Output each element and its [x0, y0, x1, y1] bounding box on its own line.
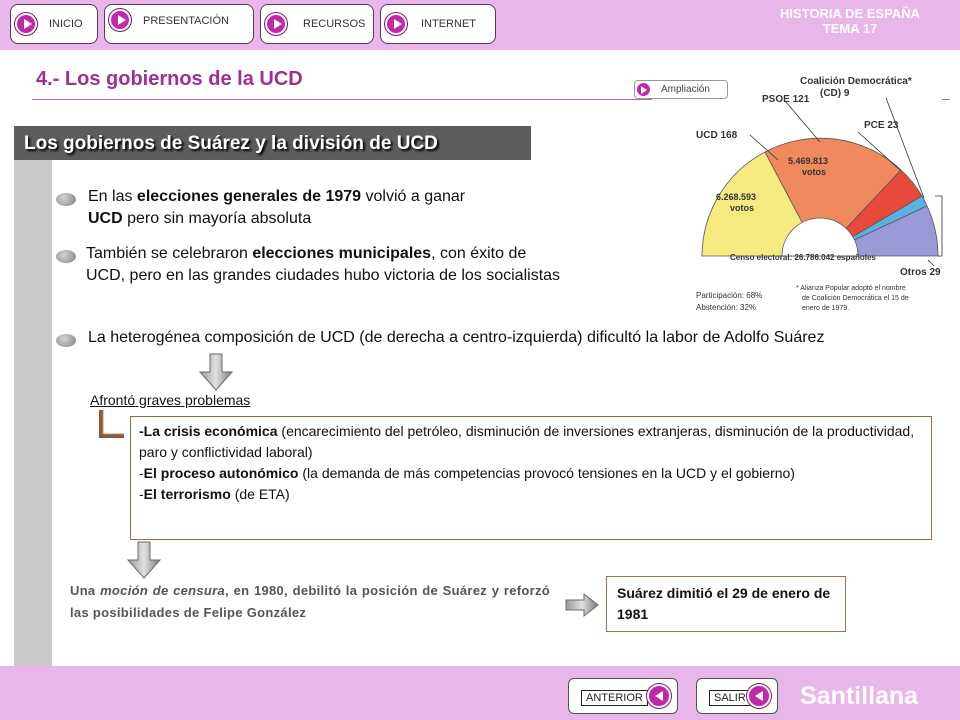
problem-2-dash: - — [139, 465, 144, 481]
psoe-votes-unit: votos — [802, 167, 827, 177]
back-arrow-icon — [647, 684, 671, 708]
ucd-votes-unit: votos — [730, 203, 755, 213]
afronto-label: Afrontó graves problemas — [90, 392, 251, 408]
course-title-line2: TEMA 17 — [822, 21, 878, 36]
nav-internet-button[interactable] — [380, 4, 496, 44]
bullet-1-bold-a: elecciones generales de 1979 — [136, 188, 362, 205]
nav-inicio-button[interactable] — [10, 4, 98, 44]
participacion-label: Participación: 68% — [696, 291, 763, 300]
abstencion-label: Abstención: 32% — [696, 303, 757, 312]
nav-recursos-button[interactable] — [260, 4, 374, 44]
nav-internet-label: INTERNET — [421, 18, 476, 30]
left-decor-column — [14, 160, 52, 666]
problem-3-dash: - — [139, 486, 144, 502]
cd-seats: (CD) 9 — [820, 88, 850, 99]
bullet-1-text-b: volvió a ganar — [361, 188, 466, 205]
brand-logo: Santillana — [800, 682, 919, 710]
down-arrow-icon — [124, 540, 164, 580]
otros-label: Otros 29 — [900, 267, 941, 278]
problem-1-bold: -La crisis económica — [139, 423, 278, 439]
problems-box — [130, 416, 932, 540]
bullet-2-text-a: También se celebraron — [86, 245, 253, 262]
censure-text-em: moción de censura — [100, 583, 226, 598]
censo-label: Censo electoral: 26.786.042 españoles — [730, 253, 876, 262]
right-arrow-icon — [564, 592, 600, 618]
pce-label: PCE 23 — [864, 120, 899, 131]
bullet-2-text-b: , con éxito de — [431, 245, 527, 262]
censure-text-b: , en 1980, debilitó la posición de Suárez y reforzó las posibilidades de Felipe González — [70, 583, 550, 620]
censure-text-a: Una — [70, 583, 101, 598]
footnote-line2: de Coalición Democrática el 15 de — [802, 295, 909, 302]
problem-1-title — [139, 423, 278, 439]
footnote-line3: enero de 1979. — [802, 305, 850, 312]
problem-2-bold: El proceso autonómico — [143, 465, 299, 481]
down-arrow-icon — [196, 352, 236, 392]
play-arrow-icon — [637, 83, 650, 96]
psoe-votes: 5.469.813 — [788, 156, 829, 166]
cd-label: Coalición Democrática* — [800, 76, 912, 87]
ucd-votes: 6.268.593 — [716, 192, 757, 202]
bullet-2-text-c: UCD, pero en las grandes ciudades hubo victoria de los socialistas — [86, 267, 561, 284]
bullet-text-1 — [88, 186, 568, 230]
bullet-icon — [56, 193, 76, 206]
play-arrow-icon — [385, 13, 407, 35]
anterior-button[interactable] — [568, 678, 678, 714]
resignation-box: Suárez dimitió el 29 de enero de 1981 — [606, 576, 846, 632]
footnote-line1: * Alianza Popular adoptó el nombre — [796, 285, 906, 292]
election-chart-svg — [690, 70, 952, 328]
nav-inicio-label: INICIO — [49, 18, 83, 30]
nav-recursos-label: RECURSOS — [303, 18, 366, 30]
problem-2-text: (la demanda de más competencias provocó tensiones en la UCD y el gobierno) — [298, 465, 795, 481]
play-arrow-icon — [15, 13, 37, 35]
anterior-label: ANTERIOR — [581, 690, 648, 706]
nav-presentacion-button[interactable] — [104, 4, 254, 44]
problem-3-text: (de ETA) — [230, 486, 290, 502]
ucd-label: UCD 168 — [696, 130, 738, 141]
bullet-1-bold-b: UCD — [88, 210, 123, 227]
problem-1-text: (encarecimiento del petróleo, disminución de inversiones extranjeras, disminución de la productividad, paro y conflictividad laboral) — [139, 423, 915, 460]
bullet-text-2 — [86, 243, 686, 287]
bullet-2-bold: elecciones municipales — [252, 245, 432, 262]
salir-button[interactable] — [696, 678, 778, 714]
nav-presentacion-label: PRESENTACIÓN — [143, 15, 229, 27]
salir-label: SALIR — [709, 690, 751, 706]
problem-3-bold: El terrorismo — [143, 486, 231, 502]
play-arrow-icon — [109, 9, 131, 31]
connector-corner-icon — [98, 408, 128, 442]
bullet-icon — [56, 250, 76, 263]
censure-text — [70, 580, 550, 624]
play-arrow-icon — [265, 13, 287, 35]
psoe-label: PSOE 121 — [762, 94, 810, 105]
back-arrow-icon — [747, 684, 771, 708]
bullet-text-3: La heterogénea composición de UCD (de derecha a centro-izquierda) dificultó la labor de Adolfo Suárez — [88, 329, 825, 346]
bullet-1-text-a: En las — [88, 188, 137, 205]
election-results-chart — [690, 70, 952, 328]
course-title-line1: HISTORIA DE ESPAÑA — [780, 6, 920, 21]
course-title — [740, 6, 960, 36]
section-banner: Los gobiernos de Suárez y la división de UCD — [14, 126, 531, 160]
page-title: 4.- Los gobiernos de la UCD — [36, 68, 303, 90]
ampliacion-label: Ampliación — [661, 84, 710, 95]
bullet-icon — [56, 334, 76, 347]
title-divider — [32, 99, 652, 100]
bullet-1-text-c: pero sin mayoría absoluta — [122, 210, 312, 227]
